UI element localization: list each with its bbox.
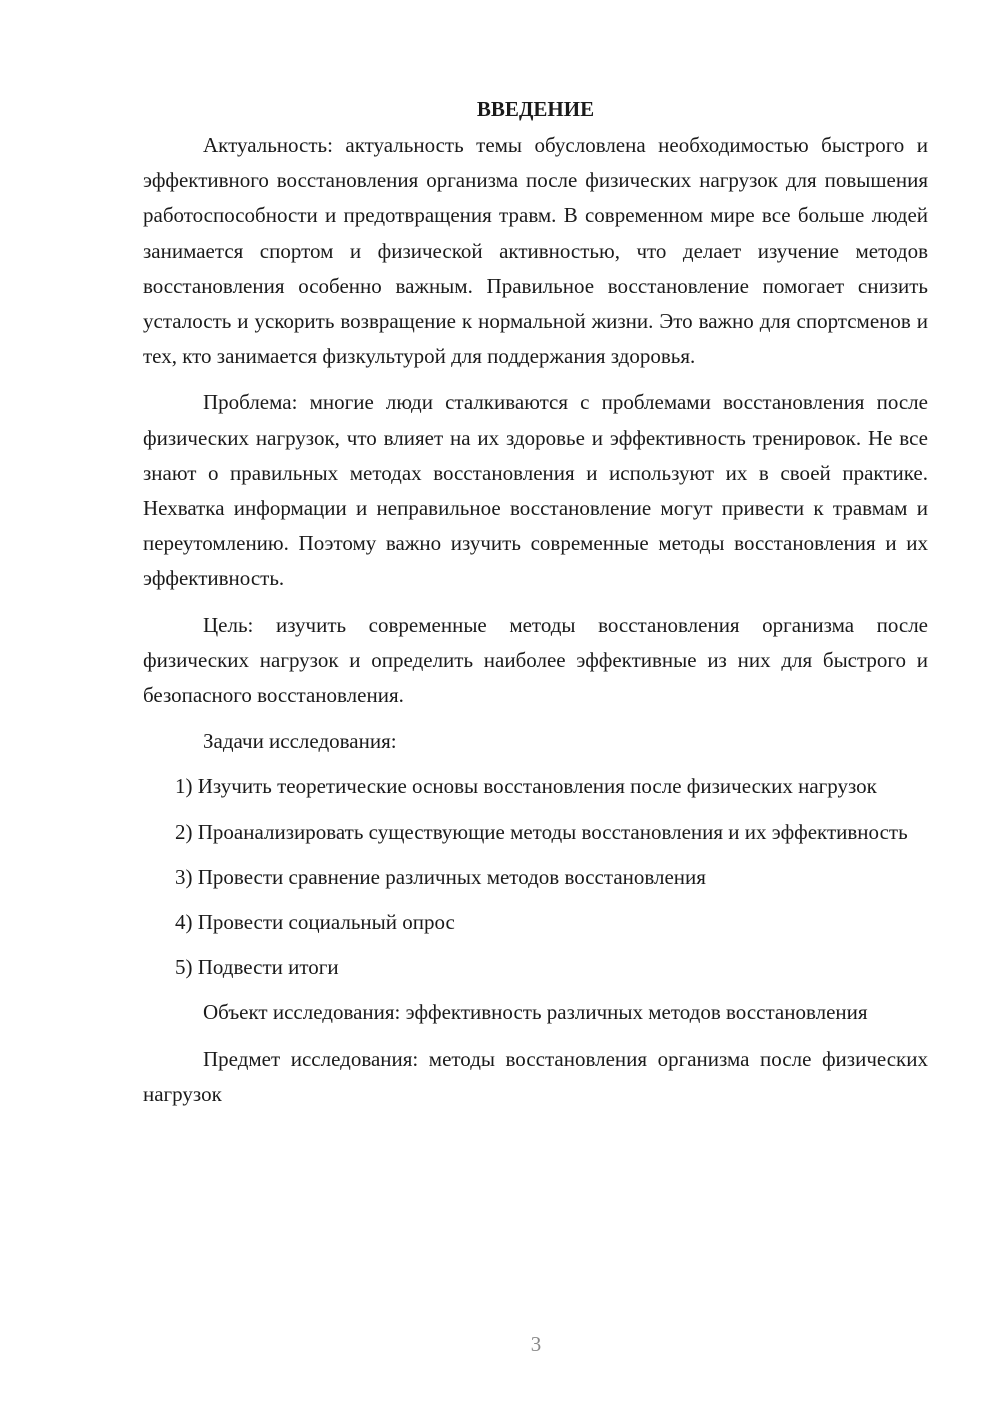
subject-paragraph: Предмет исследования: методы восстановления организма после физических нагрузок <box>143 1046 928 1106</box>
relevance-paragraph: Актуальность: актуальность темы обусловлена необходимостью быстрого и эффективного восстановления организма после физических нагрузок для повышения работоспособности и предотвращения травм. В современном мире все больше людей занимается спортом и физической активностью, что делает изучение методов восстановления особенно важным. Правильное восстановление помогает снизить усталость и ускорить возвращение к нормальной жизни. Это важно для спортсменов и тех, кто занимается физкультурой для поддержания здоровья. <box>143 133 928 369</box>
section-heading: ВВЕДЕНИЕ <box>476 97 595 121</box>
task-item: 2) Проанализировать существующие методы восстановления и их эффективность <box>175 819 908 844</box>
goal-paragraph: Цель: изучить современные методы восстановления организма после физических нагрузок и определить наиболее эффективные из них для быстрого и безопасного восстановления. <box>143 612 928 708</box>
task-item: 4) Провести социальный опрос <box>175 910 455 935</box>
task-item: 1) Изучить теоретические основы восстановления после физических нагрузок <box>175 774 877 799</box>
page-number: 3 <box>530 1332 542 1356</box>
task-item: 3) Провести сравнение различных методов восстановления <box>175 864 706 889</box>
task-item: 5) Подвести итоги <box>175 955 339 980</box>
object-paragraph: Объект исследования: эффективность различных методов восстановления <box>203 1000 868 1025</box>
tasks-heading: Задачи исследования: <box>203 729 397 754</box>
document-page <box>143 92 928 1123</box>
problem-paragraph: Проблема: многие люди сталкиваются с проблемами восстановления после физических нагрузок, что влияет на их здоровье и эффективность тренировок. Не все знают о правильных методах восстановления и используют их в своей практике. Нехватка информации и неправильное восстановление могут привести к травмам и переутомлению. Поэтому важно изучить современные методы восстановления и их эффективность. <box>143 390 928 591</box>
